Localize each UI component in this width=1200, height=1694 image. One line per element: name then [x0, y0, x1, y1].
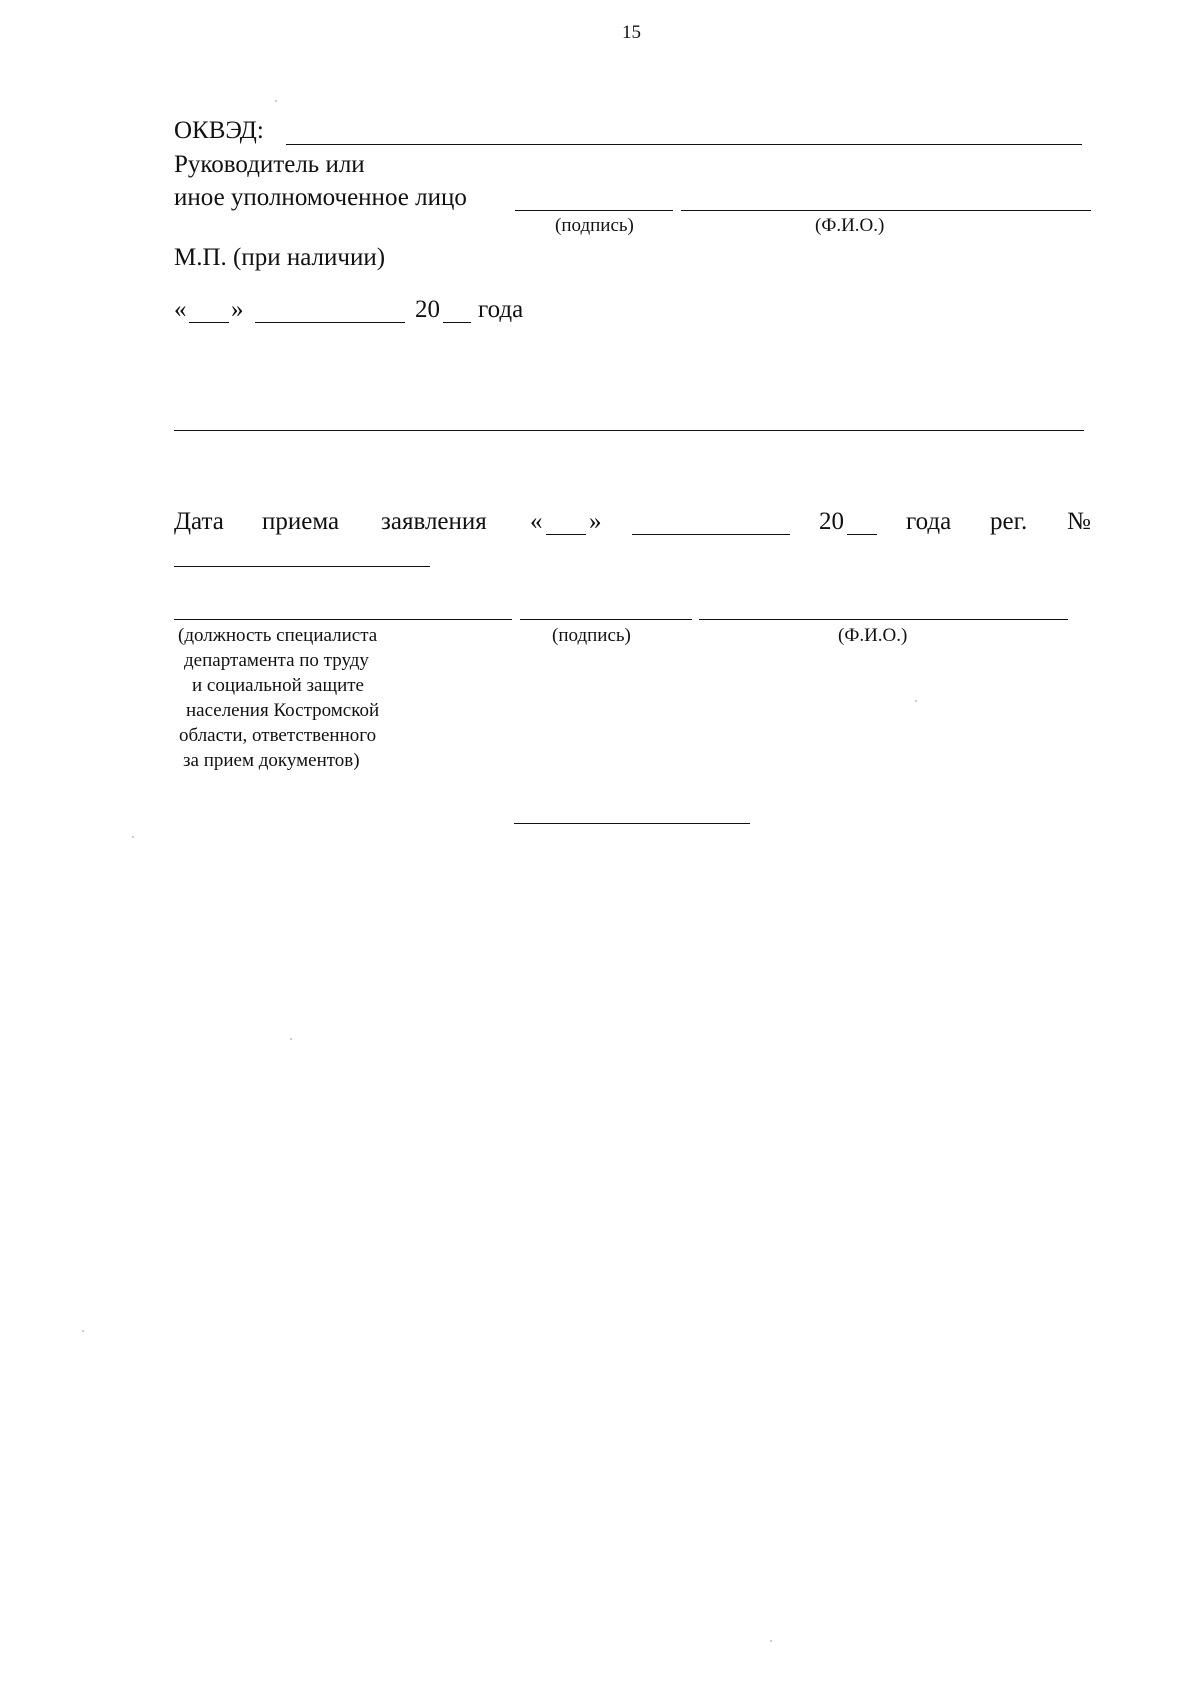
specialist-position-caption-3: и социальной защите [192, 675, 364, 696]
page-number: 15 [622, 22, 641, 43]
receipt-word-receipt: приема [262, 508, 340, 535]
receipt-day-line[interactable] [546, 534, 586, 535]
section-separator [174, 430, 1084, 431]
head-signature-line[interactable] [515, 210, 673, 211]
specialist-position-caption-2: департамента по труду [184, 650, 369, 671]
receipt-year-prefix: 20 [819, 508, 844, 535]
receipt-reg-label: рег. [990, 508, 1028, 535]
specialist-name-line[interactable] [699, 619, 1068, 620]
specialist-position-caption-6: за прием документов) [183, 750, 360, 771]
date1-open-quote: « [174, 296, 187, 323]
receipt-year-suffix: года [906, 508, 952, 535]
date1-year-suffix: года [478, 296, 524, 323]
head-name-line[interactable] [681, 210, 1091, 211]
okved-label: ОКВЭД: [174, 117, 264, 144]
scan-speck [915, 700, 917, 702]
date1-day-line[interactable] [189, 322, 229, 323]
receipt-number-sign: № [1067, 508, 1091, 535]
receipt-month-line[interactable] [632, 534, 790, 535]
receipt-open-quote: « [530, 508, 543, 535]
stamp-label: М.П. (при наличии) [174, 244, 386, 271]
date1-year-line[interactable] [443, 322, 471, 323]
scan-speck [770, 1640, 772, 1642]
head-name-caption: (Ф.И.О.) [815, 215, 885, 236]
scan-speck [290, 1038, 292, 1040]
head-signature-caption: (подпись) [555, 215, 634, 236]
date1-close-quote: » [231, 296, 244, 323]
specialist-signature-caption: (подпись) [552, 625, 631, 646]
scan-speck [132, 836, 134, 838]
specialist-position-caption-4: населения Костромской [186, 700, 380, 721]
head-label-line2: иное уполномоченное лицо [174, 184, 467, 211]
receipt-year-line[interactable] [847, 534, 877, 535]
date1-year-prefix: 20 [415, 296, 440, 323]
scan-speck [275, 100, 277, 102]
specialist-position-caption-1: (должность специалиста [178, 625, 378, 646]
receipt-close-quote: » [589, 508, 602, 535]
receipt-reg-number-line[interactable] [174, 566, 430, 567]
receipt-word-application: заявления [381, 508, 487, 535]
scan-speck [82, 1330, 84, 1332]
specialist-signature-line[interactable] [520, 619, 692, 620]
head-label-line1: Руководитель или [174, 151, 365, 178]
receipt-word-date: Дата [174, 508, 224, 535]
closing-rule [514, 823, 750, 824]
specialist-position-line[interactable] [174, 619, 512, 620]
date1-month-line[interactable] [255, 322, 405, 323]
okved-field-line[interactable] [286, 144, 1082, 145]
specialist-position-caption-5: области, ответственного [179, 725, 377, 746]
specialist-name-caption: (Ф.И.О.) [838, 625, 908, 646]
